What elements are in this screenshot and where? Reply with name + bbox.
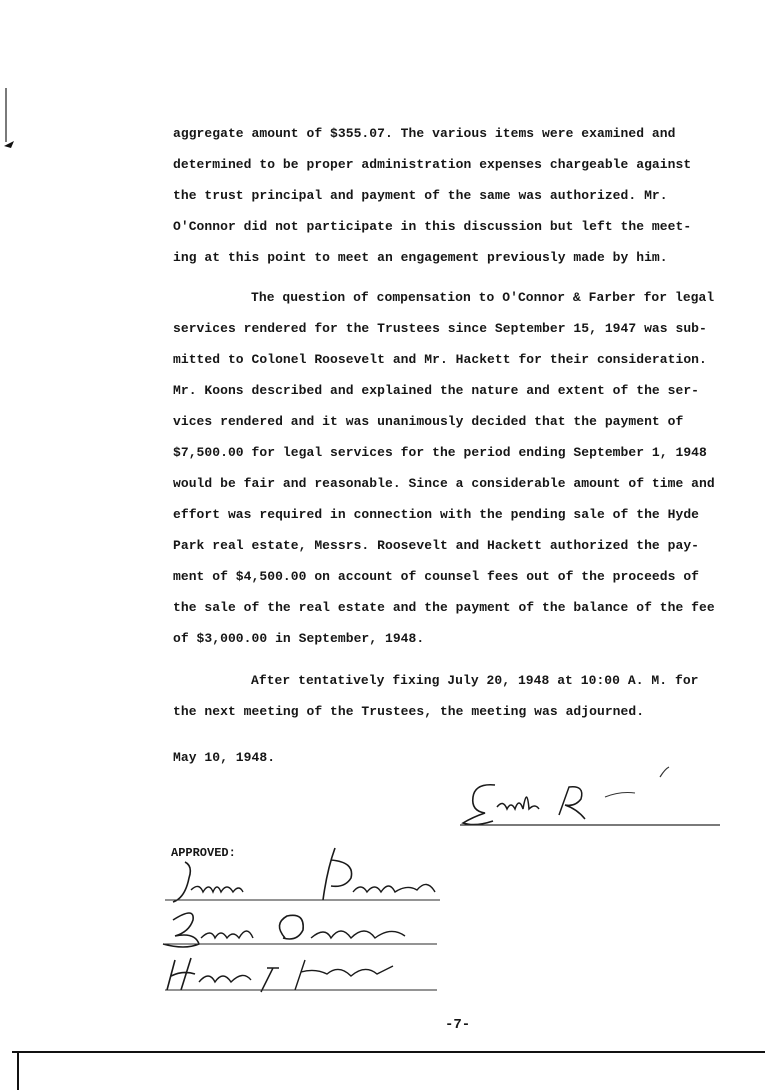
meeting-date: May 10, 1948. [173,750,276,765]
body-line: ing at this point to meet an engagement previously made by him. [173,250,668,265]
body-line: determined to be proper administration expenses chargeable against [173,157,692,172]
body-line: aggregate amount of $355.07. The various items were examined and [173,126,676,141]
body-line: ment of $4,500.00 on account of counsel fees out of the proceeds of [173,569,700,584]
body-line: services rendered for the Trustees since September 15, 1947 was sub- [173,321,707,336]
body-line: the next meeting of the Trustees, the meeting was adjourned. [173,704,645,719]
body-line: O'Connor did not participate in this discussion but left the meet- [173,219,692,234]
margin-binding-mark [2,88,16,158]
body-line: The question of compensation to O'Connor & Farber for legal [251,290,715,305]
body-line: vices rendered and it was unanimously decided that the payment of [173,414,684,429]
body-line: the trust principal and payment of the same was authorized. Mr. [173,188,668,203]
secretary-signature [455,765,725,830]
trustee-signatures [155,840,455,1000]
body-line: After tentatively fixing July 20, 1948 at 10:00 A. M. for [251,673,699,688]
body-line: Mr. Koons described and explained the nature and extent of the ser- [173,383,700,398]
body-line: would be fair and reasonable. Since a considerable amount of time and [173,476,715,491]
approved-label: APPROVED: [171,846,236,860]
body-line: Park real estate, Messrs. Roosevelt and Hackett authorized the pay- [173,538,700,553]
body-line: of $3,000.00 in September, 1948. [173,631,425,646]
body-line: mitted to Colonel Roosevelt and Mr. Hackett for their consideration. [173,352,707,367]
body-line: effort was required in connection with the pending sale of the Hyde [173,507,700,522]
body-line: the sale of the real estate and the payment of the balance of the fee [173,600,715,615]
body-line: $7,500.00 for legal services for the period ending September 1, 1948 [173,445,707,460]
scan-border [0,1042,765,1090]
page-number: -7- [445,1017,471,1033]
